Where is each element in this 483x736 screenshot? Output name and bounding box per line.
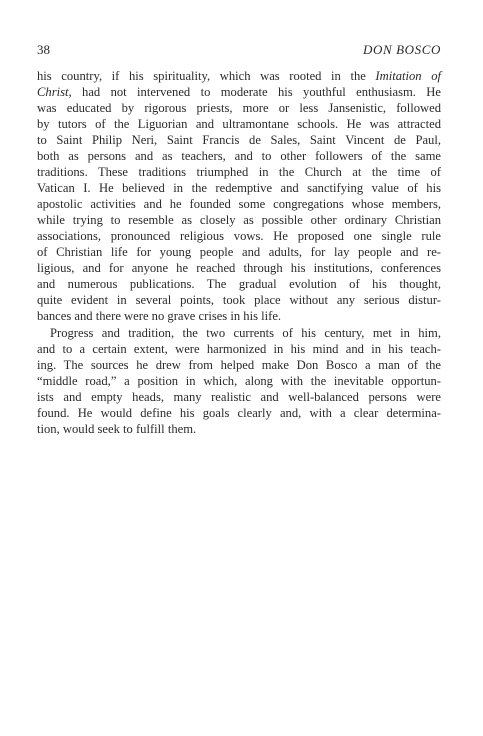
italic-text: Imitation of [375, 69, 441, 83]
text-span: , had not intervened to moderate his youthful enthusiasm. He [68, 85, 441, 99]
text-line [37, 164, 441, 180]
text-span: ists and empty heads, many realistic and well-balanced persons were [37, 390, 441, 404]
text-line [37, 389, 441, 405]
text-span: bances and there were no grave crises in his life. [37, 309, 282, 323]
text-span: apostolic activities and he founded some congregations whose members, [37, 197, 441, 211]
running-title: DON BOSCO [363, 42, 441, 57]
text-span: of Christian life for young people and adults, for lay people and re- [37, 245, 441, 259]
text-span: traditions. These traditions triumphed in the Church at the time of [37, 165, 441, 179]
paragraph [37, 68, 441, 324]
text-span: Progress and tradition, the two currents of his century, met in him, [50, 326, 441, 340]
text-line [37, 68, 441, 84]
text-line [37, 325, 441, 341]
text-line [37, 244, 441, 260]
text-span: tion, would seek to fulfill them. [37, 422, 197, 436]
running-header [37, 41, 441, 59]
text-line [37, 196, 441, 212]
text-line [37, 276, 441, 292]
text-line [37, 292, 441, 308]
text-span: while trying to resemble as closely as possible other ordinary Christian [37, 213, 441, 227]
text-span: ing. The sources he drew from helped make Don Bosco a man of the [37, 358, 441, 372]
italic-text: Christ [37, 85, 69, 99]
text-line [37, 260, 441, 276]
text-span: and to a certain extent, were harmonized in his mind and in his teach- [37, 342, 441, 356]
text-line [37, 212, 441, 228]
text-line [37, 357, 441, 373]
text-span: ligious, and for anyone he reached through his institutions, conferences [37, 261, 441, 275]
text-line [37, 228, 441, 244]
text-span: associations, pronounced religious vows. He proposed one single rule [37, 229, 441, 243]
text-line [37, 308, 441, 324]
body-text [37, 68, 441, 437]
text-span: Vatican I. He believed in the redemptive and sanctifying value of his [37, 181, 441, 195]
text-line [37, 116, 441, 132]
text-line [37, 405, 441, 421]
text-line [37, 100, 441, 116]
text-span: was educated by rigorous priests, more or less Jansenistic, followed [37, 101, 441, 115]
paragraph [37, 325, 441, 437]
text-span: his country, if his spirituality, which was rooted in the [37, 69, 376, 83]
text-span: and numerous publications. The gradual evolution of his thought, [37, 277, 441, 291]
text-span: “middle road,” a position in which, along with the inevitable opportun- [37, 374, 441, 388]
text-line [37, 373, 441, 389]
text-span: found. He would define his goals clearly and, with a clear determina- [37, 406, 441, 420]
text-line [37, 180, 441, 196]
text-line [37, 132, 441, 148]
text-span: both as persons and as teachers, and to other followers of the same [37, 149, 441, 163]
text-span: quite evident in several points, took place without any serious distur- [37, 293, 441, 307]
text-line [37, 421, 441, 437]
text-line [37, 148, 441, 164]
text-line [37, 84, 441, 100]
page-number: 38 [37, 42, 50, 57]
text-span: by tutors of the Liguorian and ultramontane schools. He was attracted [37, 117, 441, 131]
text-span: to Saint Philip Neri, Saint Francis de Sales, Saint Vincent de Paul, [37, 133, 441, 147]
text-line [37, 341, 441, 357]
